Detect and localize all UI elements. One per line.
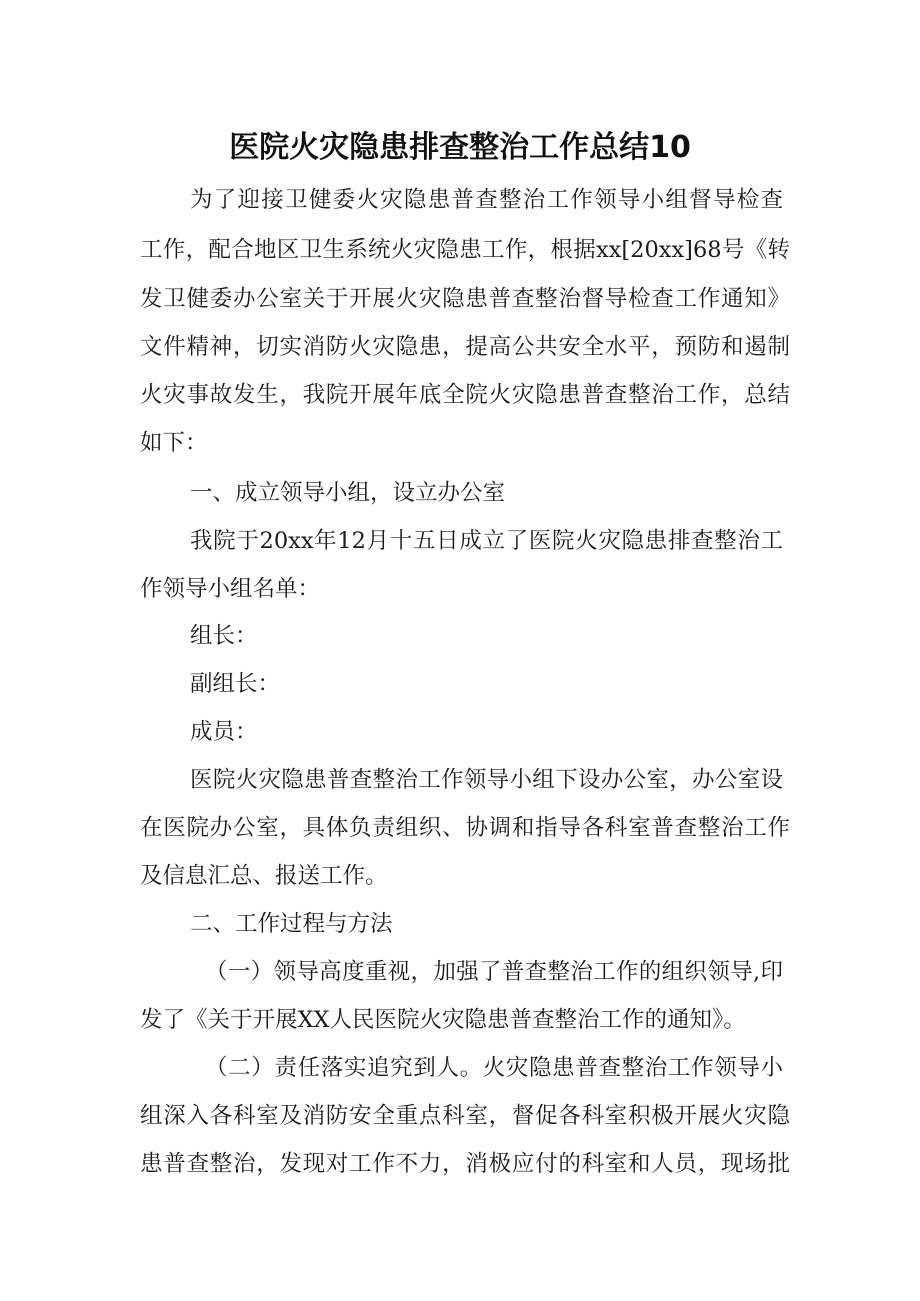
paragraph-line: 在医院办公室，具体负责组织、协调和指导各科室普查整治工作 [140, 815, 790, 841]
document-title: 医院火灾隐患排查整治工作总结10 [229, 130, 691, 165]
section-heading: 一、成立领导小组，设立办公室 [190, 480, 506, 506]
paragraph-line: 作领导小组名单： [140, 576, 321, 602]
paragraph-line: 火灾事故发生，我院开展年底全院火灾隐患普查整治工作，总结 [140, 382, 790, 408]
paragraph-line: 医院火灾隐患普查整治工作领导小组下设办公室，办公室设 [190, 767, 783, 793]
paragraph-line: 发卫健委办公室关于开展火灾隐患普查整治督导检查工作通知》 [140, 286, 790, 312]
paragraph-line: （一）领导高度重视，加强了普查整治工作的组织领导,印 [205, 959, 783, 985]
list-item: 成员： [190, 719, 258, 745]
paragraph-line: 患普查整治，发现对工作不力，消极应付的科室和人员，现场批 [140, 1151, 790, 1177]
paragraph-line: 文件精神，切实消防火灾隐患，提高公共安全水平，预防和遏制 [140, 334, 790, 360]
section-heading: 二、工作过程与方法 [190, 911, 393, 937]
list-item: 组长： [190, 623, 258, 649]
paragraph-line: 及信息汇总、报送工作。 [140, 863, 388, 889]
paragraph-line: 工作，配合地区卫生系统火灾隐患工作，根据xx[20xx]68号《转 [140, 237, 790, 263]
list-item: 副组长： [190, 671, 281, 697]
paragraph-line: 如下： [140, 430, 208, 456]
paragraph-line: 为了迎接卫健委火灾隐患普查整治工作领导小组督导检查 [190, 187, 783, 213]
paragraph-line: 组深入各科室及消防安全重点科室，督促各科室积极开展火灾隐 [140, 1103, 790, 1129]
paragraph-line: （二）责任落实追究到人。火灾隐患普查整治工作领导小 [205, 1055, 783, 1081]
paragraph-line: 发了《关于开展XX人民医院火灾隐患普查整治工作的通知》。 [140, 1007, 746, 1033]
paragraph-line: 我院于20xx年12月十五日成立了医院火灾隐患排查整治工 [190, 528, 783, 554]
